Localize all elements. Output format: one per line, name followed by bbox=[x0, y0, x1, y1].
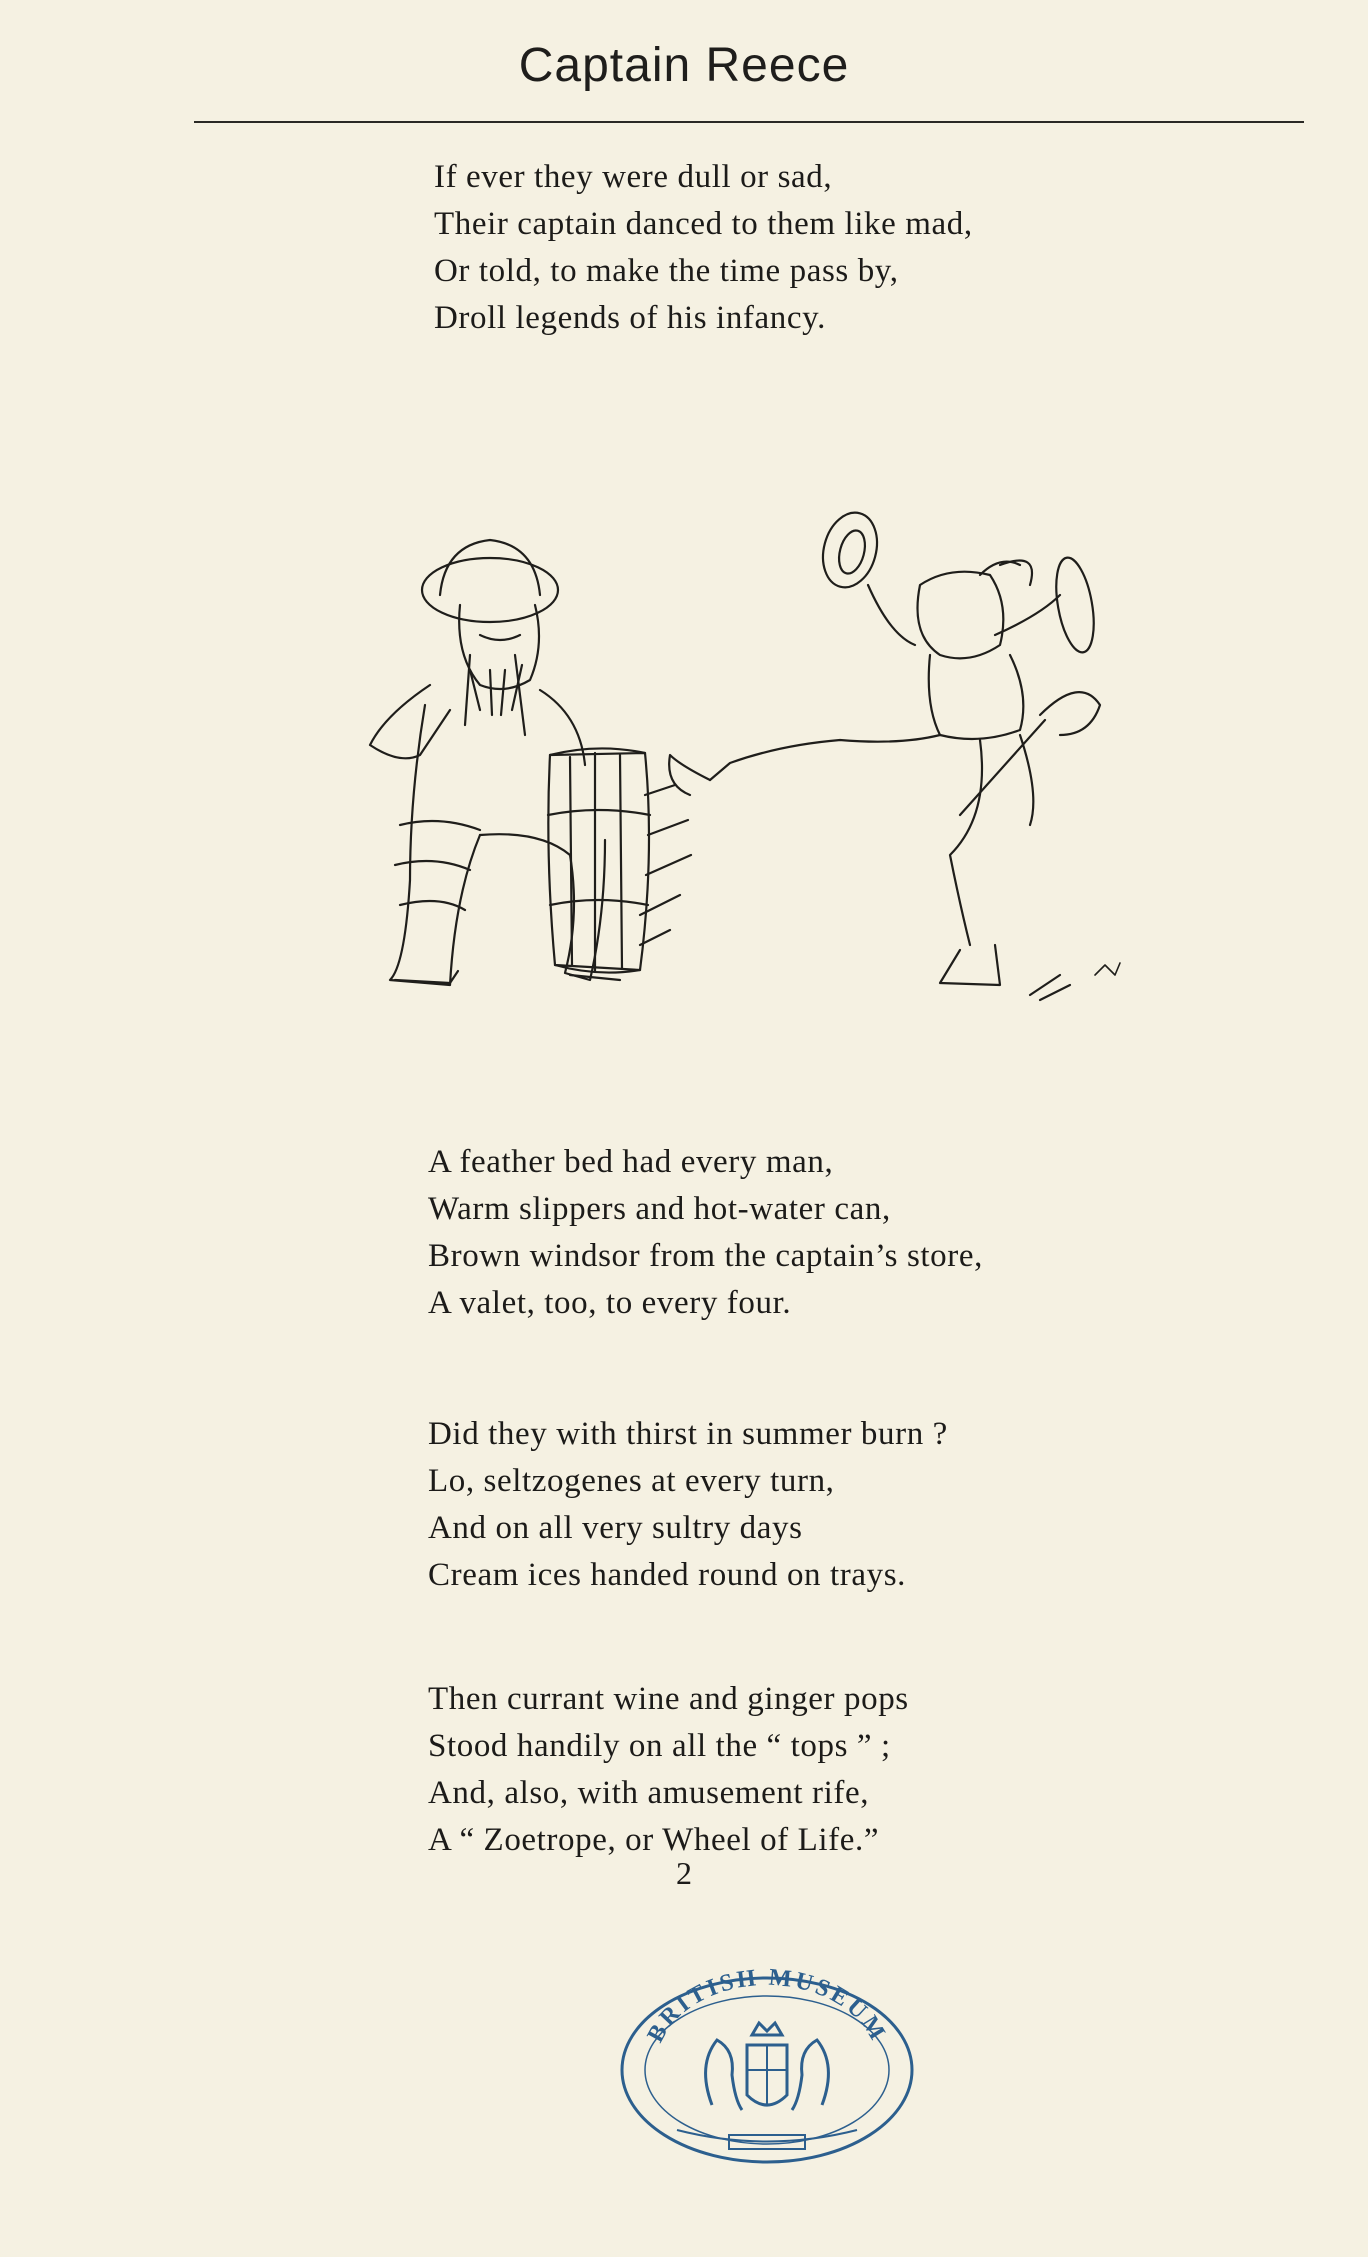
dancing-captain-figure bbox=[669, 507, 1100, 1000]
illustration-captain-dancing bbox=[340, 495, 1140, 1015]
seated-sailor-figure bbox=[370, 540, 620, 985]
verse-line: Or told, to make the time pass by, bbox=[434, 253, 899, 289]
svg-text:BRITISH MUSEUM: BRITISH MUSEUM bbox=[642, 1965, 892, 2047]
verse-line: Warm slippers and hot-water can, bbox=[428, 1191, 891, 1227]
verse-line: If ever they were dull or sad, bbox=[434, 159, 833, 195]
verse-line: Did they with thirst in summer burn ? bbox=[428, 1416, 948, 1452]
verse-line: Droll legends of his infancy. bbox=[434, 300, 826, 336]
stanza-1 bbox=[434, 154, 973, 342]
verse-line: Then currant wine and ginger pops bbox=[428, 1681, 909, 1717]
verse-line: A valet, too, to every four. bbox=[428, 1285, 792, 1321]
verse-line: Their captain danced to them like mad, bbox=[434, 206, 973, 242]
british-museum-stamp-icon bbox=[617, 1965, 917, 2165]
verse-line: Brown windsor from the captain’s store, bbox=[428, 1238, 983, 1274]
stanza-3 bbox=[428, 1411, 948, 1599]
verse-line: Lo, seltzogenes at every turn, bbox=[428, 1463, 835, 1499]
stanza-4 bbox=[428, 1676, 909, 1864]
stanza-2 bbox=[428, 1139, 983, 1327]
barrel-figure bbox=[548, 748, 691, 972]
page-title: Captain Reece bbox=[518, 39, 850, 92]
verse-line: And on all very sultry days bbox=[428, 1510, 803, 1546]
page-number: 2 bbox=[676, 1855, 692, 1891]
verse-line: And, also, with amusement rife, bbox=[428, 1775, 870, 1811]
header-rule bbox=[194, 121, 1304, 123]
verse-line: A feather bed had every man, bbox=[428, 1144, 834, 1180]
verse-line: Stood handily on all the “ tops ” ; bbox=[428, 1728, 891, 1764]
verse-line: A “ Zoetrope, or Wheel of Life.” bbox=[428, 1822, 880, 1858]
verse-line: Cream ices handed round on trays. bbox=[428, 1557, 906, 1593]
